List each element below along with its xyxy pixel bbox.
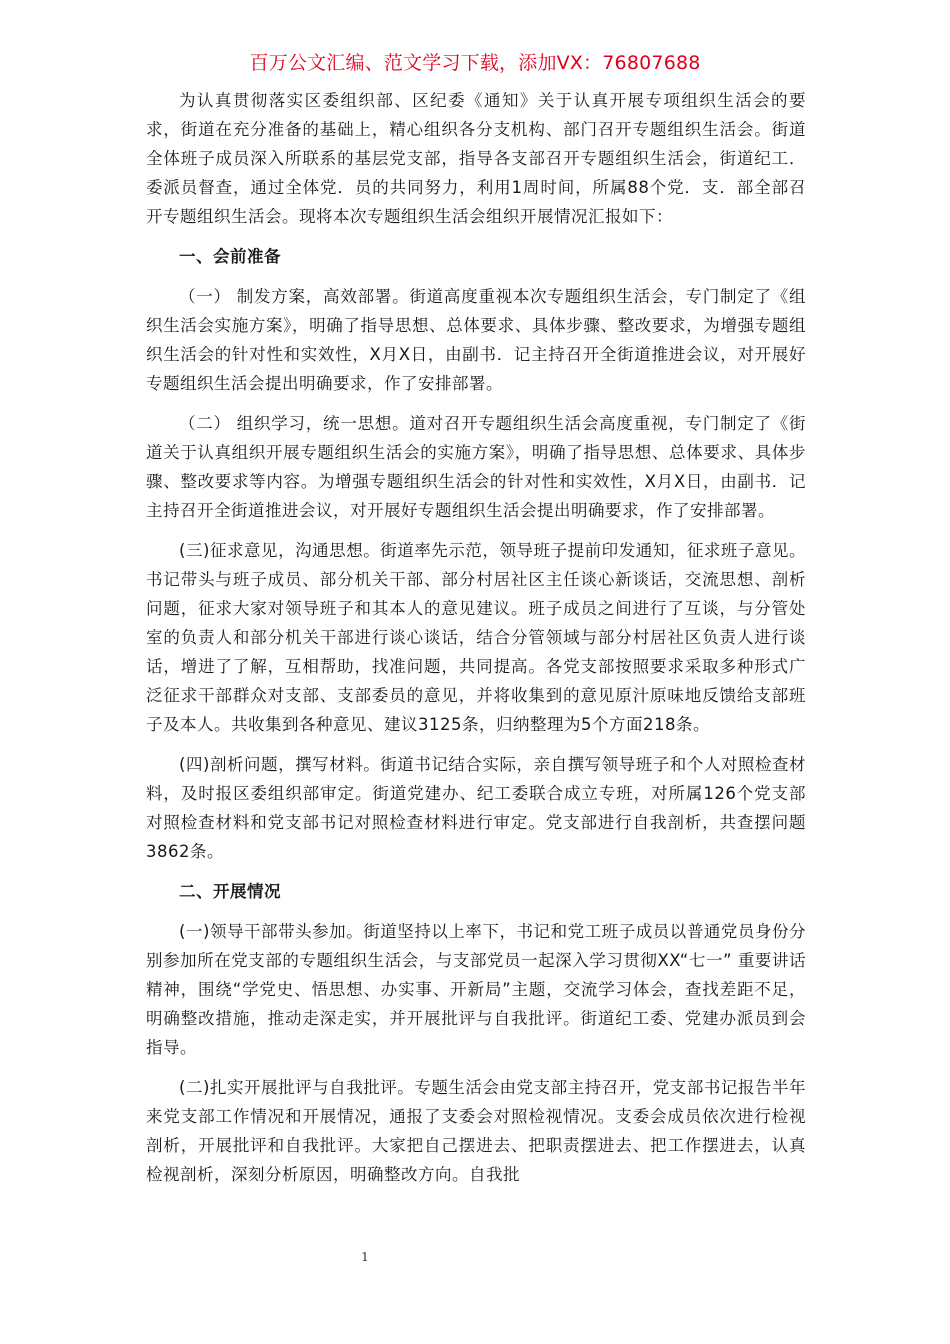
intro-paragraph: 为认真贯彻落实区委组织部、区纪委《通知》关于认真开展专项组织生活会的要求，街道在充分准备的基础上，精心组织各分支机构、部门召开专题组织生活会。街道全体班子成员深入所联系的基层党支部，指导各支部召开专题组织生活会，街道纪工．委派员督查，通过全体党．员的共同努力，利用1周时间，所属88个党．支．部全部召开专题组织生活会。现将本次专题组织生活会组织开展情况汇报如下：: [146, 91, 806, 226]
paragraph-plan: （一） 制发方案，高效部署。街道高度重视本次专题组织生活会，专门制定了《组织生活会实施方案》，明确了指导思想、总体要求、具体步骤、整改要求，为增强专题组织生活会的针对性和实效性，X月X日，由副书．记主持召开全街道推进会议，对开展好专题组织生活会提出明确要求，作了安排部署。: [146, 287, 806, 393]
paragraph-criticism: (二)扎实开展批评与自我批评。专题生活会由党支部主持召开，党支部书记报告半年来党支部工作情况和开展情况，通报了支委会对照检视情况。支委会成员依次进行检视剖析，开展批评和自我批评。大家把自己摆进去、把职责摆进去、把工作摆进去，认真检视剖析，深刻分析原因，明确整改方向。自我批: [146, 1078, 806, 1184]
page-number: 1: [361, 1250, 369, 1264]
section-heading-progress: 二、开展情况: [179, 882, 281, 901]
paragraph-analysis: (四)剖析问题，撰写材料。街道书记结合实际，亲自撰写领导班子和个人对照检查材料，及时报区委组织部审定。街道党建办、纪工委联合成立专班，对所属126个党支部对照检查材料和党支部书记对照检查材料进行审定。党支部进行自我剖析，共查摆问题3862条。: [146, 755, 806, 861]
paragraph-opinions: (三)征求意见，沟通思想。街道率先示范，领导班子提前印发通知，征求班子意见。书记带头与班子成员、部分机关干部、部分村居社区主任谈心新谈话，交流思想、剖析问题，征求大家对领导班子和其本人的意见建议。班子成员之间进行了互谈，与分管处室的负责人和部分机关干部进行谈心谈话，结合分管领域与部分村居社区负责人进行谈话，增进了了解，互相帮助，找准问题，共同提高。各党支部按照要求采取多种形式广泛征求干部群众对支部、支部委员的意见，并将收集到的意见原汁原味地反馈给支部班子及本人。共收集到各种意见、建议3125条，归纳整理为5个方面218条。: [146, 541, 806, 734]
section-heading-preparation: 一、会前准备: [179, 247, 281, 266]
paragraph-leadership: (一)领导干部带头参加。街道坚持以上率下，书记和党工班子成员以普通党员身份分别参加所在党支部的专题组织生活会，与支部党员一起深入学习贯彻XX“七一” 重要讲话精神，围绕“学党史、悟思想、办实事、开新局”主题，交流学习体会，查找差距不足，明确整改措施，推动走深走实，并开展批评与自我批评。街道纪工委、党建办派员到会指导。: [146, 922, 806, 1057]
promo-banner: 百万公文汇编、范文学习下载，添加VX：76807688: [249, 52, 701, 74]
paragraph-study: （二） 组织学习，统一思想。道对召开专题组织生活会高度重视，专门制定了《街道关于认真组织开展专题组织生活会的实施方案》，明确了指导思想、总体要求、具体步骤、整改要求等内容。为增强专题组织生活会的针对性和实效性，X月X日，由副书．记主持召开全街道推进会议，对开展好专题组织生活会提出明确要求，作了安排部署。: [146, 414, 806, 520]
document-body: [146, 86, 806, 1189]
